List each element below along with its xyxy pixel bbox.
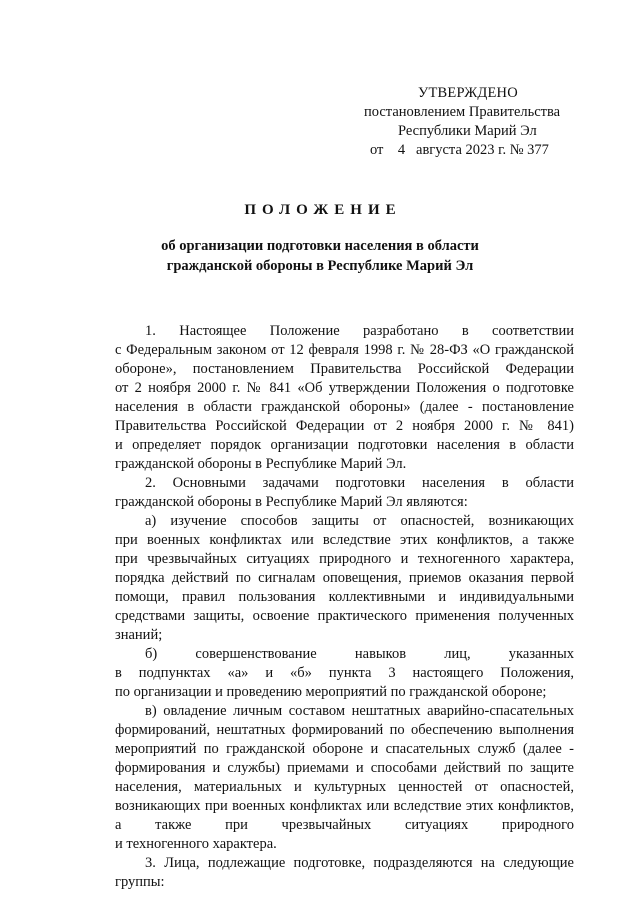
- text-line: от 2 ноября 2000 г. № 841 «Об утверждении Положения о подготовке: [115, 380, 574, 396]
- text-line: 1. Настоящее Положение разработано в соответствии: [145, 323, 574, 339]
- approval-title: УТВЕРЖДЕНО: [418, 85, 518, 101]
- text-line: обороне», постановлением Правительства Российской Федерации: [115, 361, 574, 377]
- text-line: группы:: [115, 874, 165, 890]
- document-subtitle: [120, 236, 520, 276]
- text-line: формирований, нештатных формирований по обеспечению выполнения: [115, 722, 574, 738]
- text-line: возникающих при военных конфликтах или вследствие этих конфликтов,: [115, 798, 574, 814]
- text-line: гражданской обороны в Республике Марий Эл являются:: [115, 494, 468, 510]
- paragraph-p2a: [115, 512, 574, 645]
- text-line: населения в области гражданской обороны» (далее - постановление: [115, 399, 574, 415]
- text-line: при военных конфликтах или вследствие этих конфликтов, а также: [115, 532, 574, 548]
- text-line: мероприятий по гражданской обороне и спасательных служб (далее -: [115, 741, 574, 757]
- text-line: знаний;: [115, 627, 163, 643]
- text-line: 3. Лица, подлежащие подготовке, подразделяются на следующие: [145, 855, 574, 871]
- paragraph-p1: [115, 322, 574, 474]
- text-line: а также при чрезвычайных ситуациях природного: [115, 817, 574, 833]
- paragraph-p2c: [115, 702, 574, 854]
- text-line: при чрезвычайных ситуациях природного и техногенного характера,: [115, 551, 574, 567]
- document-body: [115, 322, 574, 892]
- text-line: порядка действий по сигналам оповещения, приемов оказания первой: [115, 570, 574, 586]
- text-line: средствами защиты, освоение практического применения полученных: [115, 608, 574, 624]
- text-line: по организации и проведению мероприятий по гражданской обороне;: [115, 684, 547, 700]
- approval-date-line: от 4 августа 2023 г. № 377: [370, 142, 549, 158]
- text-line: и определяет порядок организации подготовки населения в области: [115, 437, 574, 453]
- text-line: в) овладение личным составом нештатных аварийно-спасательных: [145, 703, 574, 719]
- subtitle-line: об организации подготовки населения в области: [161, 238, 479, 254]
- text-line: населения, материальных и культурных ценностей от опасностей,: [115, 779, 574, 795]
- approval-block: [360, 84, 600, 160]
- text-line: с Федеральным законом от 12 февраля 1998 г. № 28-ФЗ «О гражданской: [115, 342, 574, 358]
- approval-republic-line: Республики Марий Эл: [398, 123, 537, 139]
- text-line: формирования и службы) приемами и способами действий по защите: [115, 760, 574, 776]
- paragraph-p2: [115, 474, 574, 512]
- text-line: б) совершенствование навыков лиц, указанных: [145, 646, 574, 662]
- text-line: Правительства Российской Федерации от 2 ноября 2000 г. № 841): [115, 418, 574, 434]
- text-line: 2. Основными задачами подготовки населения в области: [145, 475, 574, 491]
- text-line: и техногенного характера.: [115, 836, 277, 852]
- text-line: в подпунктах «а» и «б» пункта 3 настоящего Положения,: [115, 665, 574, 681]
- text-line: а) изучение способов защиты от опасностей, возникающих: [145, 513, 574, 529]
- approval-resolution-line: постановлением Правительства: [364, 104, 561, 120]
- document-title: ПОЛОЖЕНИЕ: [244, 202, 402, 218]
- text-line: гражданской обороны в Республике Марий Эл.: [115, 456, 407, 472]
- text-line: помощи, правил пользования коллективными и индивидуальными: [115, 589, 574, 605]
- paragraph-p2b: [115, 645, 574, 702]
- subtitle-line: гражданской обороны в Республике Марий Эл: [166, 258, 474, 274]
- paragraph-p3: [115, 854, 574, 892]
